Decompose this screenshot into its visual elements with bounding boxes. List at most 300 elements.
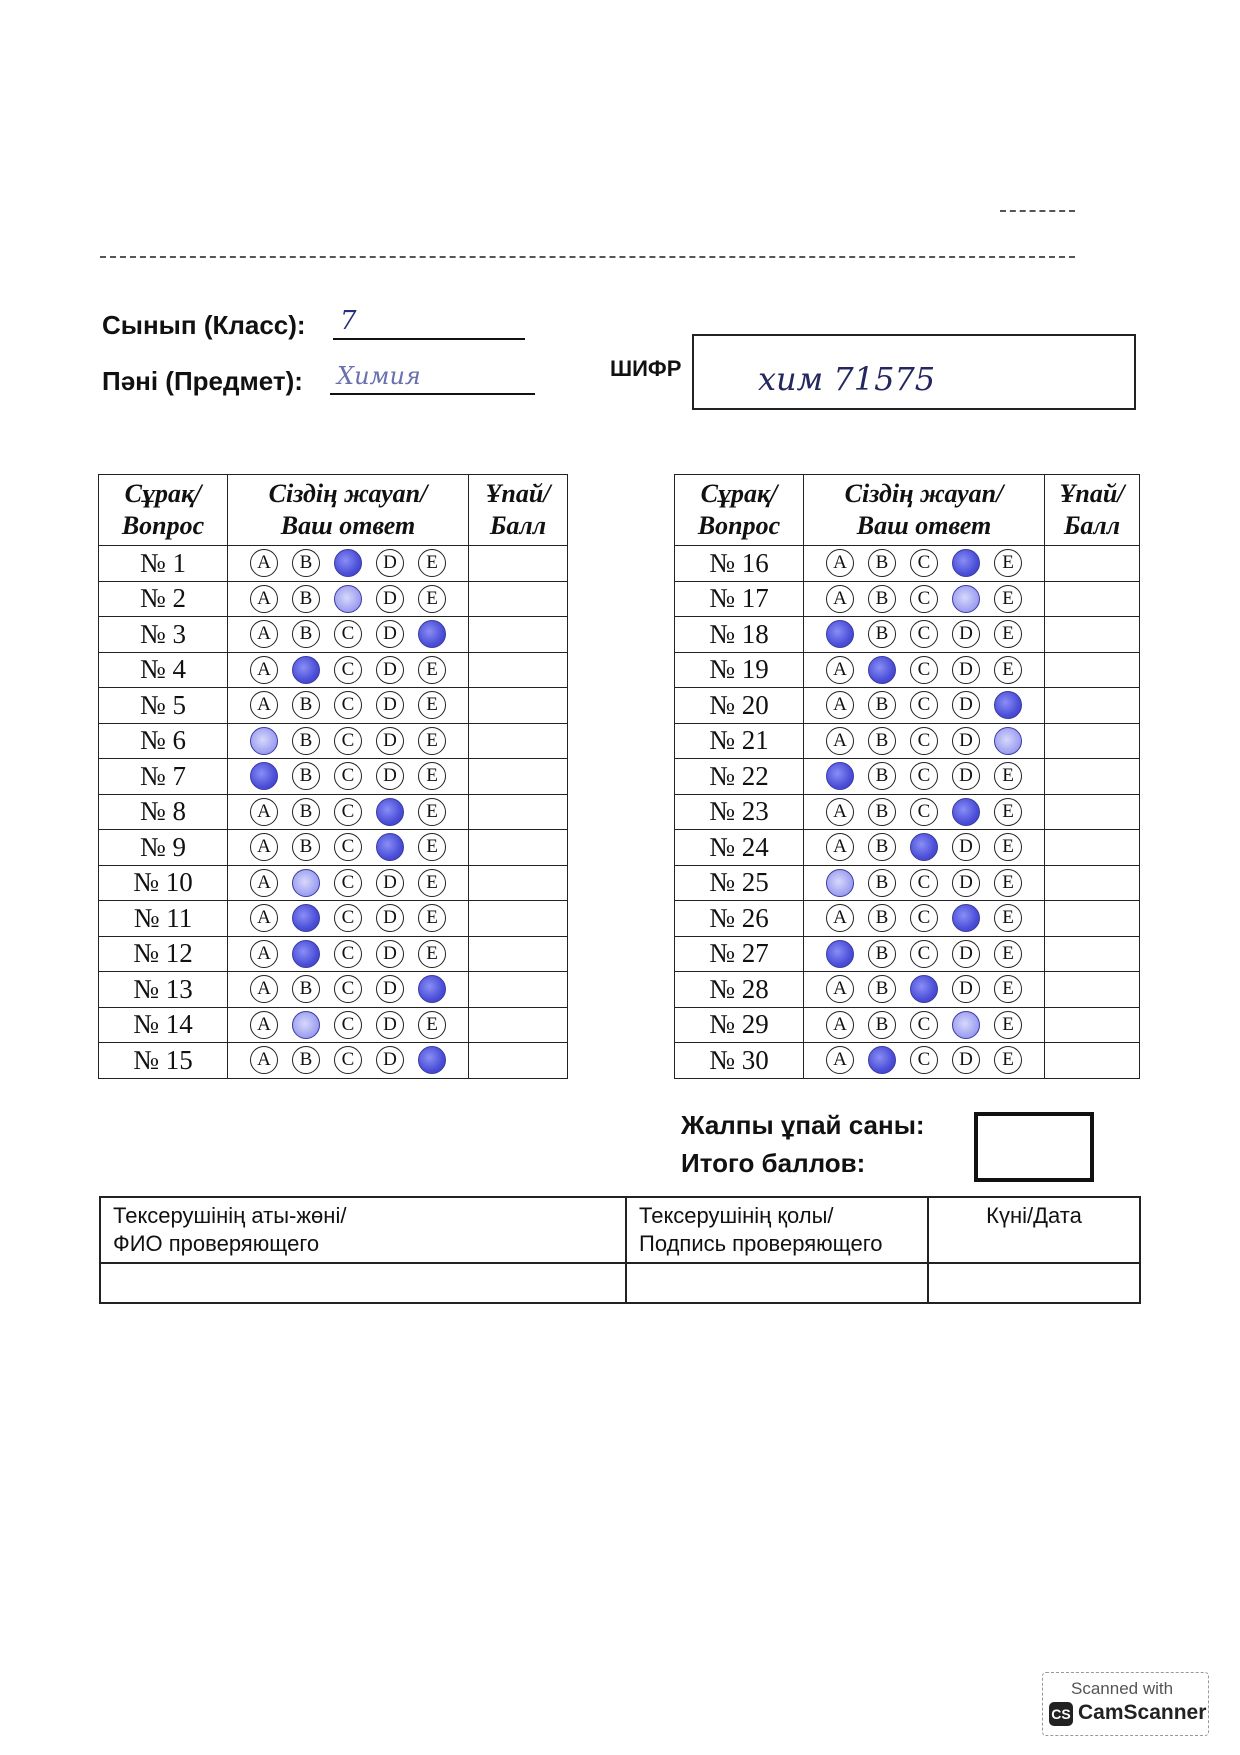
score-cell[interactable] xyxy=(469,1043,568,1079)
answer-bubble-c[interactable]: C xyxy=(910,727,938,755)
answer-bubble-a[interactable] xyxy=(826,940,854,968)
question-number: № 12 xyxy=(99,936,228,972)
answer-bubble-b[interactable]: B xyxy=(868,833,896,861)
question-row xyxy=(99,1043,568,1079)
answer-bubble-a[interactable]: A xyxy=(826,727,854,755)
question-number: № 13 xyxy=(99,972,228,1008)
answer-bubble-e[interactable]: E xyxy=(418,940,446,968)
cipher-value: хим 71575 xyxy=(758,360,936,398)
answer-bubble-d[interactable]: D xyxy=(376,656,404,684)
answer-bubble-b[interactable]: B xyxy=(868,585,896,613)
answer-bubble-b[interactable]: B xyxy=(292,975,320,1003)
answer-bubble-a[interactable]: A xyxy=(250,975,278,1003)
answer-bubble-c[interactable] xyxy=(910,975,938,1003)
camscanner-logo-icon: CS xyxy=(1049,1702,1073,1726)
answer-bubbles xyxy=(228,546,469,582)
question-row xyxy=(99,972,568,1008)
question-row xyxy=(99,688,568,724)
answer-bubble-e[interactable]: E xyxy=(994,833,1022,861)
answer-bubble-e[interactable]: E xyxy=(994,1011,1022,1039)
question-row xyxy=(675,936,1140,972)
answer-bubble-b[interactable]: B xyxy=(292,549,320,577)
total-score-box[interactable] xyxy=(974,1112,1094,1182)
question-number: № 25 xyxy=(675,865,804,901)
answer-bubble-c[interactable]: C xyxy=(334,904,362,932)
question-number: № 15 xyxy=(99,1043,228,1079)
answer-bubble-c[interactable]: C xyxy=(334,1011,362,1039)
answer-bubble-b[interactable] xyxy=(292,940,320,968)
answer-bubbles xyxy=(804,759,1045,795)
answer-bubble-d[interactable]: D xyxy=(376,1046,404,1074)
question-number: № 6 xyxy=(99,723,228,759)
question-number: № 16 xyxy=(675,546,804,582)
subject-value[interactable]: Химия xyxy=(337,362,421,390)
answer-bubble-c[interactable]: C xyxy=(334,656,362,684)
answer-bubble-b[interactable]: B xyxy=(868,620,896,648)
question-number: № 4 xyxy=(99,652,228,688)
answer-bubble-e[interactable] xyxy=(994,691,1022,719)
answer-bubble-d[interactable]: D xyxy=(952,691,980,719)
answer-bubble-c[interactable]: C xyxy=(910,904,938,932)
score-cell[interactable] xyxy=(469,901,568,937)
answer-bubbles xyxy=(228,794,469,830)
checker-date-field[interactable] xyxy=(928,1263,1140,1303)
answer-bubbles xyxy=(804,794,1045,830)
question-number: № 17 xyxy=(675,581,804,617)
answer-bubbles xyxy=(804,901,1045,937)
answer-bubble-a[interactable]: A xyxy=(826,904,854,932)
answer-bubble-a[interactable]: A xyxy=(250,1011,278,1039)
answer-bubbles xyxy=(228,865,469,901)
question-header: Сұрақ/ Вопрос xyxy=(99,475,228,546)
answer-bubble-d[interactable]: D xyxy=(952,833,980,861)
question-number: № 23 xyxy=(675,794,804,830)
score-cell[interactable] xyxy=(469,546,568,582)
question-row xyxy=(675,546,1140,582)
answer-bubbles xyxy=(228,581,469,617)
answer-bubble-b[interactable]: B xyxy=(292,833,320,861)
answer-bubble-b[interactable]: B xyxy=(292,620,320,648)
answer-bubbles xyxy=(228,936,469,972)
answer-bubble-e[interactable]: E xyxy=(994,585,1022,613)
answer-bubble-d[interactable]: D xyxy=(376,869,404,897)
answer-bubble-d[interactable]: D xyxy=(376,727,404,755)
answer-bubble-b[interactable]: B xyxy=(292,1046,320,1074)
score-cell[interactable] xyxy=(1045,723,1140,759)
class-value[interactable]: 7 xyxy=(340,306,357,336)
answer-bubbles xyxy=(804,688,1045,724)
answer-bubble-c[interactable]: C xyxy=(910,1046,938,1074)
answer-bubble-a[interactable]: A xyxy=(250,585,278,613)
answer-bubble-a[interactable]: A xyxy=(826,833,854,861)
answer-bubble-b[interactable]: B xyxy=(868,798,896,826)
question-number: № 20 xyxy=(675,688,804,724)
question-row xyxy=(675,581,1140,617)
question-number: № 19 xyxy=(675,652,804,688)
question-row xyxy=(99,759,568,795)
score-cell[interactable] xyxy=(469,1007,568,1043)
answer-bubble-b[interactable]: B xyxy=(868,904,896,932)
answer-bubble-d[interactable] xyxy=(952,1011,980,1039)
answer-bubbles xyxy=(228,688,469,724)
answer-bubble-c[interactable]: C xyxy=(334,1046,362,1074)
answer-bubble-e[interactable] xyxy=(418,975,446,1003)
question-row xyxy=(99,1007,568,1043)
score-cell[interactable] xyxy=(469,723,568,759)
answer-bubble-b[interactable]: B xyxy=(868,762,896,790)
score-header: Ұпай/ Балл xyxy=(469,475,568,546)
answer-bubble-d[interactable] xyxy=(376,798,404,826)
question-number: № 21 xyxy=(675,723,804,759)
score-cell[interactable] xyxy=(469,759,568,795)
score-cell[interactable] xyxy=(469,581,568,617)
answer-bubble-a[interactable] xyxy=(826,869,854,897)
answer-bubble-d[interactable]: D xyxy=(376,975,404,1003)
answer-bubble-a[interactable]: A xyxy=(826,656,854,684)
answer-bubble-a[interactable]: A xyxy=(250,869,278,897)
answer-bubble-a[interactable] xyxy=(826,762,854,790)
answer-bubbles xyxy=(228,617,469,653)
answer-bubble-a[interactable]: A xyxy=(250,1046,278,1074)
question-row xyxy=(99,936,568,972)
answer-header: Сіздің жауап/ Ваш ответ xyxy=(228,475,469,546)
answer-bubble-c[interactable]: C xyxy=(910,1011,938,1039)
question-number: № 28 xyxy=(675,972,804,1008)
answer-bubble-b[interactable] xyxy=(868,656,896,684)
answer-bubble-b[interactable]: B xyxy=(868,549,896,577)
answer-bubble-c[interactable]: C xyxy=(334,940,362,968)
answer-bubble-b[interactable] xyxy=(292,656,320,684)
question-number: № 5 xyxy=(99,688,228,724)
answer-bubble-c[interactable]: C xyxy=(334,975,362,1003)
answer-bubble-e[interactable]: E xyxy=(994,940,1022,968)
answer-bubble-e[interactable]: E xyxy=(418,1011,446,1039)
score-cell[interactable] xyxy=(1045,546,1140,582)
answer-bubbles xyxy=(804,723,1045,759)
question-row xyxy=(675,1043,1140,1079)
answer-bubble-d[interactable]: D xyxy=(952,869,980,897)
question-row xyxy=(675,688,1140,724)
answer-bubble-c[interactable]: C xyxy=(910,656,938,684)
score-cell[interactable] xyxy=(469,794,568,830)
question-row xyxy=(99,794,568,830)
answer-bubble-a[interactable] xyxy=(826,620,854,648)
answer-bubble-b[interactable] xyxy=(292,869,320,897)
question-number: № 27 xyxy=(675,936,804,972)
answer-bubble-c[interactable]: C xyxy=(910,691,938,719)
answer-bubble-e[interactable]: E xyxy=(994,762,1022,790)
answer-bubble-e[interactable]: E xyxy=(994,549,1022,577)
answer-bubble-d[interactable]: D xyxy=(376,762,404,790)
answer-bubble-e[interactable]: E xyxy=(994,904,1022,932)
answer-header: Сіздің жауап/ Ваш ответ xyxy=(804,475,1045,546)
question-row xyxy=(675,901,1140,937)
score-cell[interactable] xyxy=(1045,759,1140,795)
answer-bubble-d[interactable]: D xyxy=(376,691,404,719)
answer-bubble-b[interactable]: B xyxy=(868,1011,896,1039)
answer-bubble-d[interactable]: D xyxy=(376,1011,404,1039)
answer-bubble-d[interactable] xyxy=(376,833,404,861)
answer-bubble-a[interactable]: A xyxy=(826,585,854,613)
answer-bubble-e[interactable]: E xyxy=(418,869,446,897)
answer-bubble-c[interactable] xyxy=(334,549,362,577)
answer-bubbles xyxy=(228,972,469,1008)
answer-bubble-c[interactable] xyxy=(910,833,938,861)
question-number: № 8 xyxy=(99,794,228,830)
answer-bubble-c[interactable]: C xyxy=(910,620,938,648)
answer-bubbles xyxy=(804,546,1045,582)
question-number: № 2 xyxy=(99,581,228,617)
cipher-label: ШИФР xyxy=(610,356,682,381)
watermark-caption: Scanned with xyxy=(1071,1679,1174,1698)
question-number: № 7 xyxy=(99,759,228,795)
question-row xyxy=(99,617,568,653)
score-cell[interactable] xyxy=(1045,794,1140,830)
answer-bubble-d[interactable]: D xyxy=(952,762,980,790)
answer-bubble-e[interactable]: E xyxy=(418,833,446,861)
answer-bubble-b[interactable] xyxy=(292,904,320,932)
checker-signature-field[interactable] xyxy=(626,1263,928,1303)
question-row xyxy=(99,581,568,617)
answer-bubble-b[interactable]: B xyxy=(292,762,320,790)
question-row xyxy=(99,546,568,582)
answer-table-left xyxy=(98,474,568,1079)
checker-table xyxy=(99,1196,1141,1304)
answer-bubble-d[interactable]: D xyxy=(952,1046,980,1074)
answer-bubbles xyxy=(228,759,469,795)
answer-bubble-e[interactable]: E xyxy=(418,904,446,932)
answer-bubble-e[interactable] xyxy=(418,620,446,648)
score-cell[interactable] xyxy=(1045,865,1140,901)
answer-bubble-e[interactable]: E xyxy=(418,656,446,684)
answer-bubble-b[interactable]: B xyxy=(868,691,896,719)
answer-bubble-d[interactable] xyxy=(952,585,980,613)
answer-bubble-a[interactable]: A xyxy=(250,798,278,826)
question-number: № 14 xyxy=(99,1007,228,1043)
answer-bubble-d[interactable]: D xyxy=(952,620,980,648)
question-number: № 11 xyxy=(99,901,228,937)
score-header: Ұпай/ Балл xyxy=(1045,475,1140,546)
score-cell[interactable] xyxy=(1045,901,1140,937)
question-row xyxy=(675,865,1140,901)
answer-bubble-c[interactable]: C xyxy=(334,833,362,861)
total-label-ru: Итого баллов: xyxy=(681,1148,866,1178)
class-underline xyxy=(333,338,525,340)
answer-bubble-a[interactable] xyxy=(250,762,278,790)
answer-bubbles xyxy=(804,936,1045,972)
answer-bubble-c[interactable]: C xyxy=(910,549,938,577)
checker-signature-header: Тексерушінің қолы/ Подпись проверяющего xyxy=(626,1197,928,1263)
score-cell[interactable] xyxy=(1045,688,1140,724)
answer-bubble-d[interactable]: D xyxy=(952,940,980,968)
score-cell[interactable] xyxy=(469,936,568,972)
question-row xyxy=(99,865,568,901)
answer-bubble-c[interactable]: C xyxy=(334,727,362,755)
answer-bubble-c[interactable]: C xyxy=(910,869,938,897)
score-cell[interactable] xyxy=(1045,652,1140,688)
answer-bubble-e[interactable] xyxy=(994,727,1022,755)
answer-bubble-d[interactable]: D xyxy=(376,585,404,613)
question-number: № 1 xyxy=(99,546,228,582)
checker-date-header: Күні/Дата xyxy=(928,1197,1140,1263)
question-number: № 18 xyxy=(675,617,804,653)
answer-bubble-e[interactable]: E xyxy=(418,727,446,755)
score-cell[interactable] xyxy=(469,972,568,1008)
answer-bubbles xyxy=(804,581,1045,617)
answer-bubble-d[interactable] xyxy=(952,549,980,577)
answer-bubbles xyxy=(804,830,1045,866)
answer-bubble-a[interactable]: A xyxy=(250,656,278,684)
answer-bubble-c[interactable]: C xyxy=(334,798,362,826)
answer-bubble-a[interactable]: A xyxy=(826,975,854,1003)
answer-bubble-d[interactable] xyxy=(952,798,980,826)
answer-bubble-e[interactable]: E xyxy=(418,585,446,613)
answer-bubbles xyxy=(804,617,1045,653)
answer-bubble-d[interactable]: D xyxy=(376,620,404,648)
answer-bubble-e[interactable]: E xyxy=(418,549,446,577)
table-header-row xyxy=(99,475,568,546)
question-row xyxy=(675,723,1140,759)
question-row xyxy=(99,723,568,759)
question-number: № 9 xyxy=(99,830,228,866)
answer-bubble-d[interactable] xyxy=(952,904,980,932)
checker-name-header: Тексерушінің аты-жөні/ ФИО проверяющего xyxy=(100,1197,626,1263)
answer-bubble-c[interactable]: C xyxy=(334,620,362,648)
watermark-brand: CamScanner xyxy=(1078,1701,1207,1724)
question-number: № 26 xyxy=(675,901,804,937)
answer-bubble-d[interactable]: D xyxy=(376,940,404,968)
answer-bubble-c[interactable]: C xyxy=(910,762,938,790)
question-header: Сұрақ/ Вопрос xyxy=(675,475,804,546)
answer-bubble-c[interactable]: C xyxy=(910,798,938,826)
score-cell[interactable] xyxy=(469,865,568,901)
answer-bubble-d[interactable]: D xyxy=(952,727,980,755)
answer-bubble-a[interactable]: A xyxy=(826,798,854,826)
question-number: № 24 xyxy=(675,830,804,866)
score-cell[interactable] xyxy=(1045,1007,1140,1043)
answer-bubbles xyxy=(228,901,469,937)
answer-bubble-e[interactable]: E xyxy=(994,975,1022,1003)
subject-underline xyxy=(330,393,535,395)
answer-bubbles xyxy=(228,723,469,759)
answer-bubbles xyxy=(228,652,469,688)
answer-bubble-b[interactable] xyxy=(868,1046,896,1074)
answer-bubble-e[interactable]: E xyxy=(418,691,446,719)
answer-bubbles xyxy=(228,830,469,866)
answer-bubble-a[interactable]: A xyxy=(826,1011,854,1039)
answer-bubble-a[interactable]: A xyxy=(250,691,278,719)
question-row xyxy=(675,794,1140,830)
score-cell[interactable] xyxy=(1045,972,1140,1008)
answer-bubble-b[interactable]: B xyxy=(292,727,320,755)
answer-bubble-b[interactable]: B xyxy=(868,975,896,1003)
answer-bubble-d[interactable]: D xyxy=(952,656,980,684)
answer-bubble-c[interactable]: C xyxy=(334,691,362,719)
answer-bubble-e[interactable]: E xyxy=(994,620,1022,648)
subject-label: Пәні (Предмет): xyxy=(102,366,303,396)
answer-bubble-a[interactable]: A xyxy=(826,1046,854,1074)
answer-bubble-b[interactable] xyxy=(292,1011,320,1039)
score-cell[interactable] xyxy=(469,688,568,724)
answer-bubbles xyxy=(804,652,1045,688)
score-cell[interactable] xyxy=(469,652,568,688)
question-row xyxy=(675,1007,1140,1043)
answer-bubble-e[interactable]: E xyxy=(418,798,446,826)
answer-bubble-b[interactable]: B xyxy=(292,585,320,613)
answer-bubble-c[interactable]: C xyxy=(910,585,938,613)
score-cell[interactable] xyxy=(1045,936,1140,972)
answer-table-right xyxy=(674,474,1140,1079)
question-number: № 22 xyxy=(675,759,804,795)
question-number: № 3 xyxy=(99,617,228,653)
answer-bubble-a[interactable]: A xyxy=(250,940,278,968)
question-row xyxy=(675,759,1140,795)
checker-name-field[interactable] xyxy=(100,1263,626,1303)
answer-bubble-c[interactable] xyxy=(334,585,362,613)
total-label-kz: Жалпы ұпай саны: xyxy=(681,1110,925,1140)
answer-bubble-a[interactable]: A xyxy=(250,904,278,932)
answer-bubble-d[interactable]: D xyxy=(952,975,980,1003)
cut-line xyxy=(100,256,1075,258)
answer-bubble-b[interactable]: B xyxy=(868,727,896,755)
answer-bubble-c[interactable]: C xyxy=(334,762,362,790)
question-row xyxy=(675,972,1140,1008)
answer-bubble-e[interactable]: E xyxy=(994,1046,1022,1074)
answer-bubble-b[interactable]: B xyxy=(868,869,896,897)
answer-bubbles xyxy=(804,865,1045,901)
answer-bubble-b[interactable]: B xyxy=(292,798,320,826)
score-cell[interactable] xyxy=(1045,830,1140,866)
question-row xyxy=(99,830,568,866)
answer-bubble-d[interactable]: D xyxy=(376,904,404,932)
answer-bubble-e[interactable] xyxy=(418,1046,446,1074)
answer-bubble-a[interactable] xyxy=(250,727,278,755)
answer-bubble-e[interactable]: E xyxy=(994,869,1022,897)
question-row xyxy=(675,617,1140,653)
answer-bubble-d[interactable]: D xyxy=(376,549,404,577)
score-cell[interactable] xyxy=(1045,581,1140,617)
question-row xyxy=(99,901,568,937)
score-cell[interactable] xyxy=(1045,1043,1140,1079)
answer-bubbles xyxy=(228,1043,469,1079)
question-row xyxy=(99,652,568,688)
answer-bubble-b[interactable]: B xyxy=(292,691,320,719)
answer-bubble-c[interactable]: C xyxy=(334,869,362,897)
answer-bubble-e[interactable]: E xyxy=(418,762,446,790)
answer-bubble-a[interactable]: A xyxy=(826,691,854,719)
score-cell[interactable] xyxy=(469,617,568,653)
question-number: № 10 xyxy=(99,865,228,901)
question-number: № 29 xyxy=(675,1007,804,1043)
answer-bubble-b[interactable]: B xyxy=(868,940,896,968)
answer-bubble-c[interactable]: C xyxy=(910,940,938,968)
answer-bubbles xyxy=(228,1007,469,1043)
answer-bubble-e[interactable]: E xyxy=(994,798,1022,826)
question-number: № 30 xyxy=(675,1043,804,1079)
answer-bubble-a[interactable]: A xyxy=(250,620,278,648)
answer-bubble-a[interactable]: A xyxy=(250,549,278,577)
answer-bubble-a[interactable]: A xyxy=(250,833,278,861)
question-row xyxy=(675,830,1140,866)
score-cell[interactable] xyxy=(1045,617,1140,653)
score-cell[interactable] xyxy=(469,830,568,866)
table-header-row xyxy=(675,475,1140,546)
answer-bubbles xyxy=(804,1043,1045,1079)
class-label: Сынып (Класс): xyxy=(102,310,306,340)
answer-bubble-e[interactable]: E xyxy=(994,656,1022,684)
cut-line-upper xyxy=(1000,210,1075,212)
answer-bubble-a[interactable]: A xyxy=(826,549,854,577)
